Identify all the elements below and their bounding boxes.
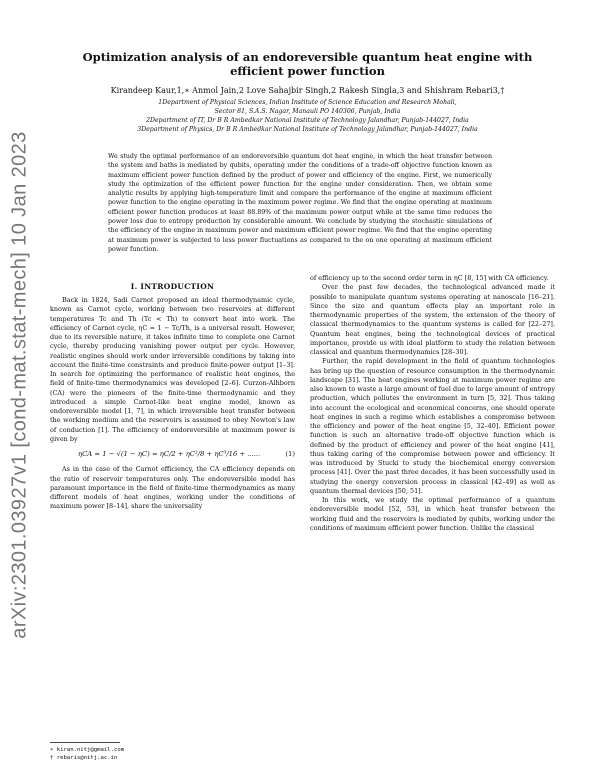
arxiv-stamp-container [8,131,32,639]
footnote-rule [50,742,120,743]
affiliation-3: 3Department of Physics, Dr B R Ambedkar National Institute of Technology Jalandhar, Punjab-144027, India [137,126,478,133]
paragraph: Over the past few decades, the technological advanced made it possible to manipulate quantum systems operating at nanoscale [16–21]. Since the size and quantum effects play an important role in thermodynamic properties of the system, the extension of the theory of classical thermodynamics to the quantum systems is called for [22–27]. Quantum heat engines, being the technological devices of practical importance, provide us with ideal platform to study the relation between classical and quantum thermodynamics [28–30]. [310,283,555,356]
affiliation-1b: Sector 81, S.A.S. Nagar, Manauli PO 140306, Punjab, India [214,108,401,115]
paper-title: Optimization analysis of an endoreversible quantum heat engine with efficient power function [82,50,533,78]
paragraph: In this work, we study the optimal performance of a quantum endoreversible model [52, 53], in which heat transfer between the working fluid and the reservoirs is mediated by qubits, working under the conditions of maximum efficient power function. Unlike the classical [310,496,555,532]
abstract: We study the optimal performance of an endoreversible quantum dot heat engine, in which the heat transfer between the system and baths is mediated by qubits, operating under the conditions of a trade-off objective function known as maximum efficient power function defined by the product of power and efficiency of the engine. First, we numerically study the optimization of the efficient power function for the engine under consideration. Then, we obtain some analytic results by applying high-temperature limit and compare the performance of the engine at maximum efficient power function to the engine operating in the maximum power regime. We find that the engine operating at maximum efficient power function produces at least 88.89% of the maximum power output while at the same time reduces the power loss due to entropy production by considerable amount. We conclude by studying the stochastic simulations of the efficiency of the engine in maximum power and maximum efficient power regime. We find that the engine operating at maximum power is subjected to less power fluctuations as compared to the on one operating at maximum efficient power function. [108,153,492,253]
paragraph: Back in 1824, Sadi Carnot proposed an ideal thermodynamic cycle, known as Carnot cycle, working between two reservoirs at different temperatures Tc and Th (Tc < Th) to convert heat into work. The efficiency of Carnot cycle, ηC = 1 − Tc/Th, is a universal result. However, due to its reversible nature, it takes infinite time to complete one Carnot cycle, thereby producing vanishing power output per cycle. However, realistic engines should work under irreversible conditions by taking into account the finite-time constraints and produce finite-power output [1–3]. In search for optimizing the performance of realistic heat engines, the field of finite-time thermodynamics was developed [2–6]. Curzon-Alhborn (CA) were the pioneers of the finite-time thermodynamic and they introduced a simple Carnot-like heat engine model, known as endoreversible model [1, 7], in which irreversible heat transfer between the working medium and the reservoirs is assumed to obey Newton's law of conduction [1]. The efficiency of endoreversible at maximum power is given by [50,296,295,443]
section-heading-introduction: I. INTRODUCTION [130,282,215,291]
affiliation-2: 2Department of IT, Dr B R Ambedkar National Institute of Technology Jalandhar, Punjab-144027, India [146,117,469,124]
paragraph: Further, the rapid development in the field of quantum technologies has bring up the question of resource consumption in the thermodynamic landscape [31]. The heat engines working at maximum power regime are also known to waste a large amount of fuel due to large amount of entropy production, which pollutes the environment in turn [5, 32]. Thus taking into account the ecological and economical concerns, one should operate heat engines in such a regime which establishes a compromise between the efficiency and power of the heat engine [5, 32–40]. Efficient power function is such an alternative trade-off objective function which is defined by the product of efficiency and power of the heat engine [41], thus taking caring of the compromise between power and efficiency. It was introduced by Stucki to study the biochemical energy conversion process [41]. Over the past three decades, it has been successfully used in studying the energy conversion process in classical [42–49] as well as quantum thermal devices [50, 51]. [310,357,555,495]
right-column [310,274,555,533]
footnote-email-2[interactable]: † rebaris@nitj.ac.in [50,755,118,761]
left-column [50,296,295,512]
paragraph: As in the case of the Carnot efficiency, the CA efficiency depends on the ratio of reservoir temperatures only. The endoreversible model has paramount importance in the field of finite-time thermodynamics as many different models of heat engines, working under the conditions of maximum power [8–14], share the universality [50,465,295,511]
paragraph: of efficiency up to the second order term in ηC [8, 15] with CA efficiency. [310,274,549,282]
equation-number: (1) [285,450,295,458]
footnotes [50,746,300,762]
equation-1 [50,450,295,459]
arxiv-stamp: arXiv:2301.03927v1 [cond-mat.stat-mech] 10 Jan 2023 [8,131,31,639]
author-list: Kirandeep Kaur,1,∗ Anmol Jain,2 Love Sahajbir Singh,2 Rakesh Singla,3 and Shishram Rebari3,† [110,86,505,95]
affiliations [60,98,555,134]
affiliation-1a: 1Department of Physical Sciences, Indian Institute of Science Education and Research Mohali, [158,99,457,106]
equation-body: ηCA = 1 − √(1 − ηC) = ηC/2 + ηC²/8 + ηC³/16 + ...... [78,450,261,458]
footnote-email-1[interactable]: ∗ kiran.nitj@gmail.com [50,747,125,753]
